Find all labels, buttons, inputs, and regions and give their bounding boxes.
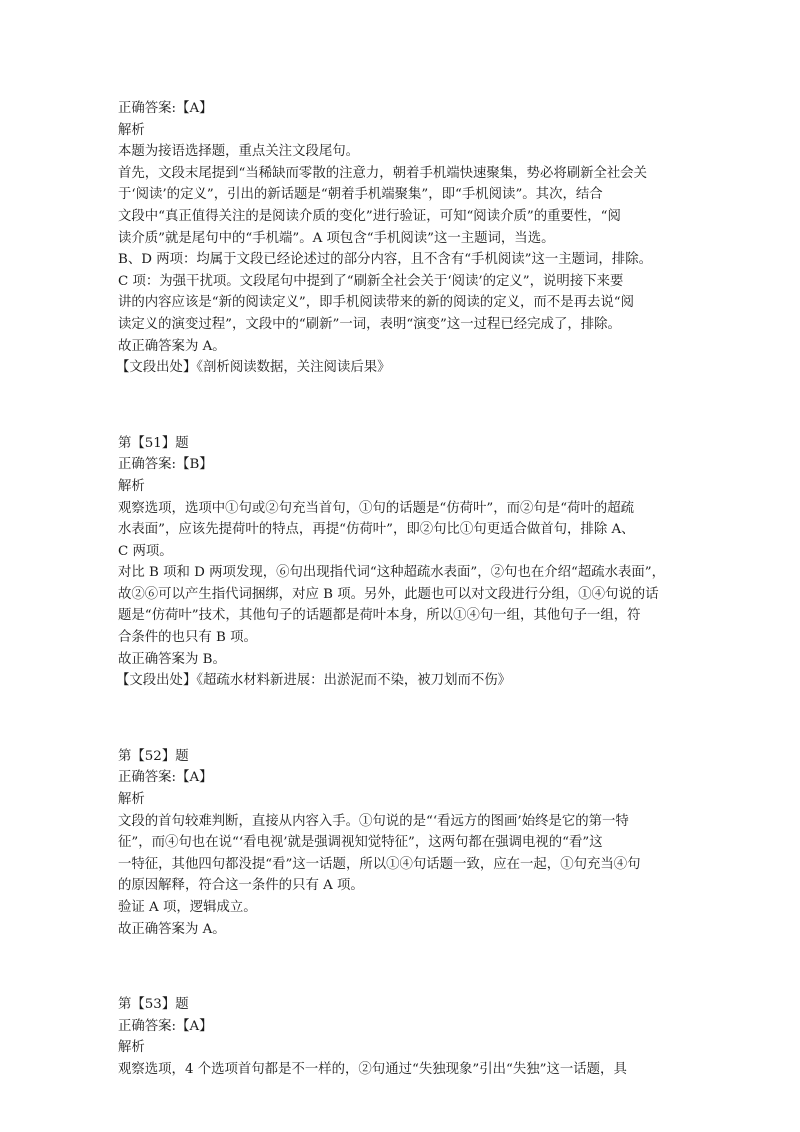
conclusion-line: 故正确答案为 A。 xyxy=(118,921,226,937)
answer-line: 正确答案:【A】 xyxy=(118,770,213,786)
answer-section-50 xyxy=(118,98,684,379)
answer-section-51 xyxy=(118,433,684,692)
analysis-line: 的原因解释，符合这一条件的只有 A 项。 xyxy=(118,878,364,894)
question-number: 第【51】题 xyxy=(118,435,189,451)
analysis-line: 本题为接语选择题，重点关注文段尾句。 xyxy=(118,144,360,160)
analysis-line: 于‘阅读’的定义”，引出的新话题是“朝着手机端聚集”，即“手机阅读”。其次，结合 xyxy=(118,187,603,203)
conclusion-line: 故正确答案为 A。 xyxy=(118,338,226,354)
analysis-line: 水表面”，应该先提荷叶的特点，再提“仿荷叶”，即②句比①句更适合做首句，排除 A、 xyxy=(118,522,635,538)
analysis-line: 题是“仿荷叶”技术，其他句子的话题都是荷叶本身，所以①④句一组，其他句子一组，符 xyxy=(118,608,641,624)
analysis-line: 观察选项，选项中①句或②句充当首句，①句的话题是“仿荷叶”，而②句是“荷叶的超疏 xyxy=(118,500,634,516)
analysis-heading: 解析 xyxy=(118,478,145,494)
source-citation: 【文段出处】《超疏水材料新进展：出淤泥而不染，被刀划而不伤》 xyxy=(116,673,512,689)
question-number: 第【52】题 xyxy=(118,748,189,764)
analysis-line: 文段的首句较难判断，直接从内容入手。①句说的是“‘看远方的图画’始终是它的第一特 xyxy=(118,813,629,829)
analysis-line: 征”，而④句也在说“‘看电视’就是强调视知觉特征”，这两句都在强调电视的“看”这 xyxy=(118,835,603,851)
analysis-line: 对比 B 项和 D 两项发现，⑥句出现指代词“这种超疏水表面”，②句也在介绍“超疏水表面”， xyxy=(118,565,666,581)
verification-line: 验证 A 项，逻辑成立。 xyxy=(118,900,257,915)
analysis-line: 讲的内容应该是“新的阅读定义”，即手机阅读带来的新的阅读的定义，而不是再去说“阅 xyxy=(118,295,634,311)
analysis-heading: 解析 xyxy=(118,1040,145,1056)
analysis-line: B、D 两项：均属于文段已经论述过的部分内容，且不含有“手机阅读”这一主题词，排除。 xyxy=(118,252,652,268)
source-citation: 【文段出处】《剖析阅读数据，关注阅读后果》 xyxy=(116,360,391,376)
question-number: 第【53】题 xyxy=(118,997,189,1013)
analysis-heading: 解析 xyxy=(118,792,145,808)
conclusion-line: 故正确答案为 B。 xyxy=(118,651,226,667)
analysis-line: 首先，文段末尾提到“当稀缺而零散的注意力，朝着手机端快速聚集，势必将刷新全社会关 xyxy=(118,165,648,181)
analysis-line: C 项：为强干扰项。文段尾句中提到了“刷新全社会关于‘阅读’的定义”，说明接下来要 xyxy=(118,273,624,289)
answer-line: 正确答案:【A】 xyxy=(118,1018,213,1034)
analysis-heading: 解析 xyxy=(118,122,145,138)
answer-section-52 xyxy=(118,746,684,940)
analysis-line: 文段中“真正值得关注的是阅读介质的变化”进行验证，可知“阅读介质”的重要性，“阅 xyxy=(118,208,621,224)
answer-line: 正确答案:【B】 xyxy=(118,457,213,473)
analysis-line: 合条件的也只有 B 项。 xyxy=(118,630,257,646)
analysis-line: 故②⑥可以产生指代词捆绑，对应 B 项。另外，此题也可以对文段进行分组，①④句说的话 xyxy=(118,586,659,602)
analysis-line: 观察选项，4 个选项首句都是不一样的，②句通过“失独现象”引出“失独”这一话题，具 xyxy=(118,1061,627,1077)
analysis-line: 一特征，其他四句都没提“看”这一话题，所以①④句话题一致，应在一起，①句充当④句 xyxy=(118,856,641,872)
analysis-line: 读介质”就是尾句中的“手机端”。A 项包含“手机阅读”这一主题词，当选。 xyxy=(118,230,555,246)
analysis-line: C 两项。 xyxy=(118,543,173,559)
answer-section-53 xyxy=(118,994,684,1080)
document-page xyxy=(118,98,684,1081)
answer-line: 正确答案:【A】 xyxy=(118,101,213,116)
analysis-line: 读定义的演变过程”，文段中的“刷新”一词，表明“演变”这一过程已经完成了，排除。 xyxy=(118,316,621,332)
